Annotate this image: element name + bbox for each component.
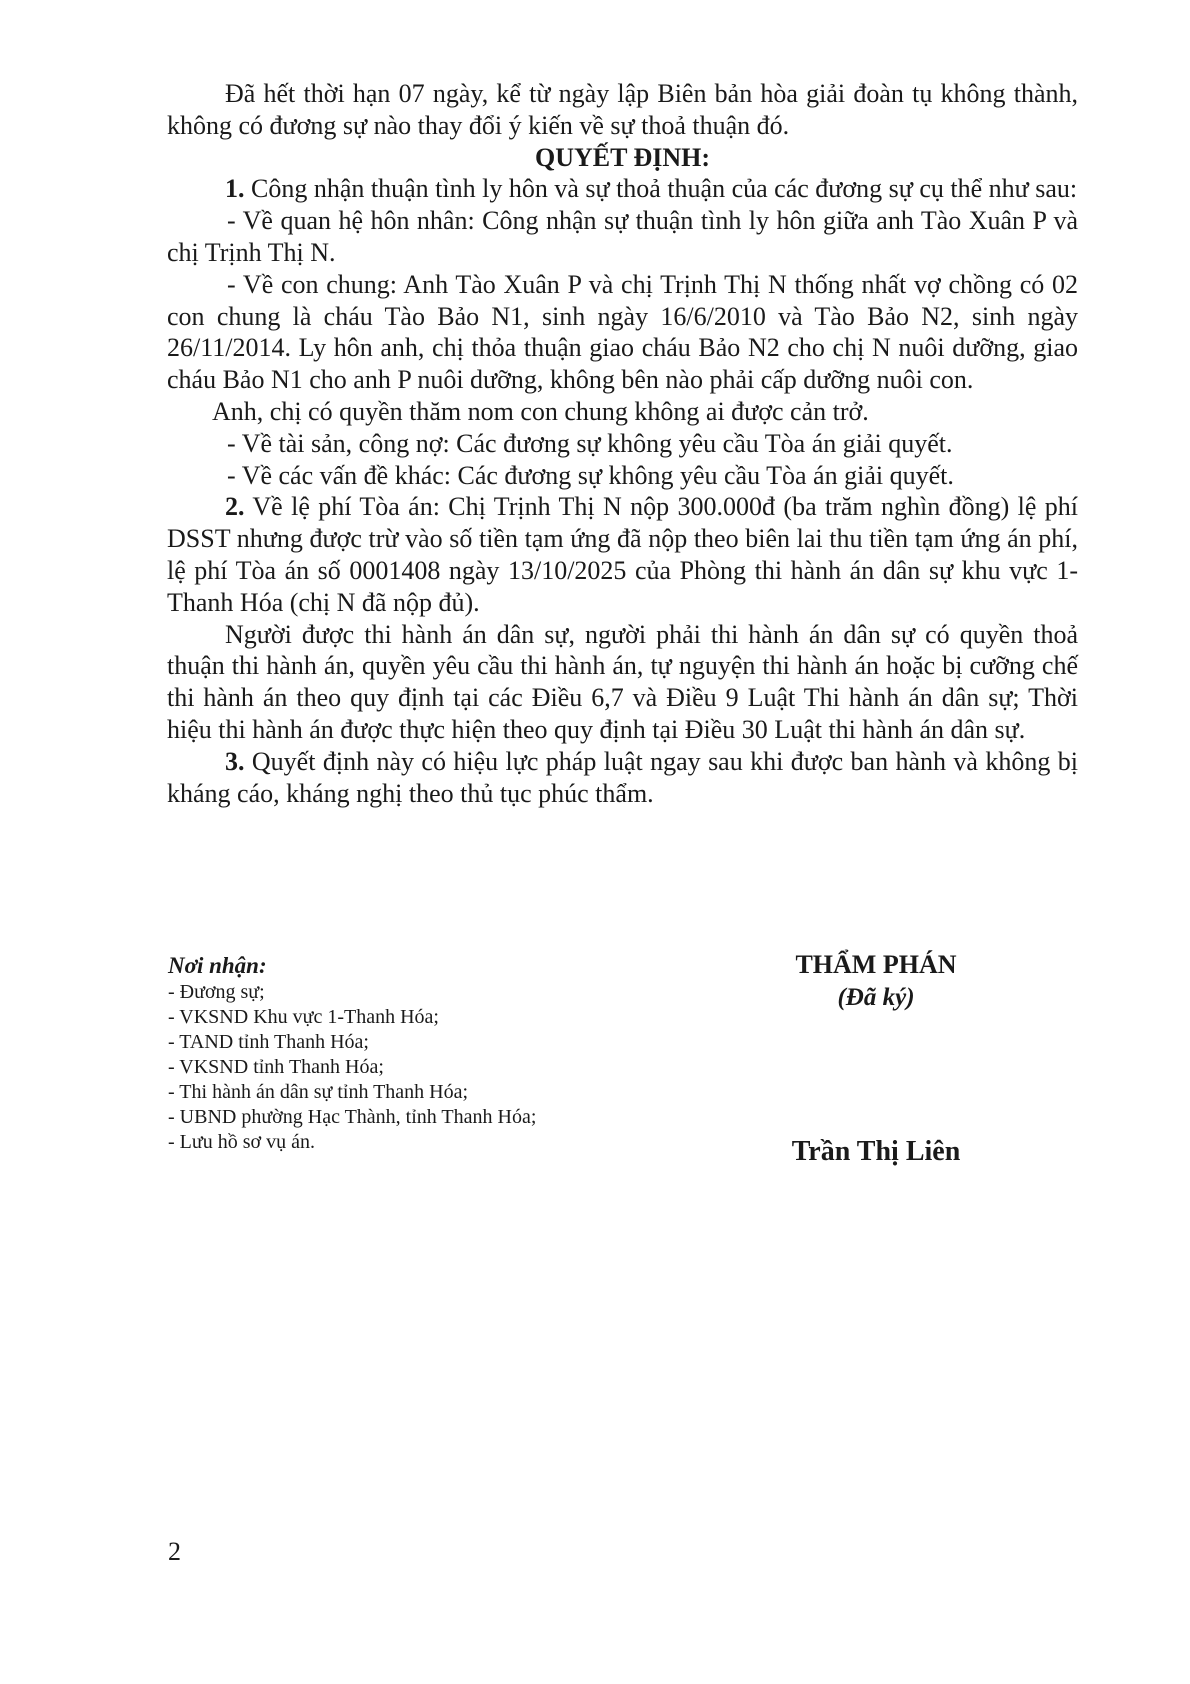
item-1-number: 1. [225, 174, 245, 204]
paragraph-item-3 [167, 746, 1078, 810]
recipient-item: - Thi hành án dân sự tỉnh Thanh Hóa; [168, 1081, 469, 1103]
item-3-text: Quyết định này có hiệu lực pháp luật ngay sau khi được ban hành và không bị kháng cáo, kháng nghị theo thủ tục phúc thẩm. [167, 746, 1078, 808]
judge-title: THẨM PHÁN [795, 950, 957, 979]
page-number: 2 [168, 1537, 181, 1566]
recipient-item: - VKSND Khu vực 1-Thanh Hóa; [168, 1006, 439, 1028]
recipients-label: Nơi nhận: [168, 953, 267, 978]
signed-note: (Đã ký) [837, 984, 915, 1011]
judge-name: Trần Thị Liên [791, 1136, 961, 1167]
decision-heading: QUYẾT ĐỊNH: [534, 142, 711, 172]
paragraph-visitation: Anh, chị có quyền thăm nom con chung không ai được cản trở. [212, 396, 869, 426]
item-2-number: 2. [225, 492, 245, 522]
recipient-item: - Lưu hồ sơ vụ án. [168, 1131, 315, 1153]
paragraph-item-2 [167, 491, 1078, 618]
recipient-item: - Đương sự; [168, 981, 265, 1003]
recipient-item: - UBND phường Hạc Thành, tỉnh Thanh Hóa; [168, 1106, 537, 1128]
paragraph-marriage: - Về quan hệ hôn nhân: Công nhận sự thuận tình ly hôn giữa anh Tào Xuân P và chị Trịnh Thị N. [167, 206, 1078, 267]
item-1-text: Công nhận thuận tình ly hôn và sự thoả thuận của các đương sự cụ thể như sau: [244, 174, 1078, 204]
paragraph-assets: - Về tài sản, công nợ: Các đương sự không yêu cầu Tòa án giải quyết. [227, 428, 953, 458]
recipient-item: - VKSND tỉnh Thanh Hóa; [168, 1056, 384, 1078]
signature-block [700, 948, 1052, 1169]
recipient-item: - TAND tỉnh Thanh Hóa; [168, 1031, 369, 1053]
paragraph-intro: Đã hết thời hạn 07 ngày, kể từ ngày lập Biên bản hòa giải đoàn tụ không thành, không có đương sự nào thay đổi ý kiến về sự thoả thuận đó. [167, 79, 1078, 140]
recipients-block [168, 951, 638, 1155]
paragraph-other-matters: - Về các vấn đề khác: Các đương sự không yêu cầu Tòa án giải quyết. [227, 460, 954, 490]
decision-body [167, 78, 1078, 809]
paragraph-enforcement: Người được thi hành án dân sự, người phải thi hành án dân sự có quyền thoả thuận thi hành án, quyền yêu cầu thi hành án, tự nguyện thi hành án hoặc bị cưỡng chế thi hành án theo quy định tại các Điều 6,7 và Điều 9 Luật Thi hành án dân sự; Thời hiệu thi hành án được thực hiện theo quy định tại Điều 30 Luật thi hành án dân sự. [167, 619, 1078, 744]
paragraph-item-1 [167, 173, 1078, 205]
item-3-number: 3. [225, 746, 245, 776]
paragraph-children: - Về con chung: Anh Tào Xuân P và chị Trịnh Thị N thống nhất vợ chồng có 02 con chung là cháu Tào Bảo N1, sinh ngày 16/6/2010 và Tào Bảo N2, sinh ngày 26/11/2014. Ly hôn anh, chị thỏa thuận giao cháu Bảo N2 cho chị N nuôi dưỡng, giao cháu Bảo N1 cho anh P nuôi dưỡng, không bên nào phải cấp dưỡng nuôi con. [167, 269, 1078, 395]
item-2-text: Về lệ phí Tòa án: Chị Trịnh Thị N nộp 300.000đ (ba trăm nghìn đồng) lệ phí DSST nhưng được trừ vào số tiền tạm ứng đã nộp theo biên lai thu tiền tạm ứng án phí, lệ phí Tòa án số 0001408 ngày 13/10/2025 của Phòng thi hành án dân sự khu vực 1- Thanh Hóa (chị N đã nộp đủ). [167, 492, 1078, 617]
